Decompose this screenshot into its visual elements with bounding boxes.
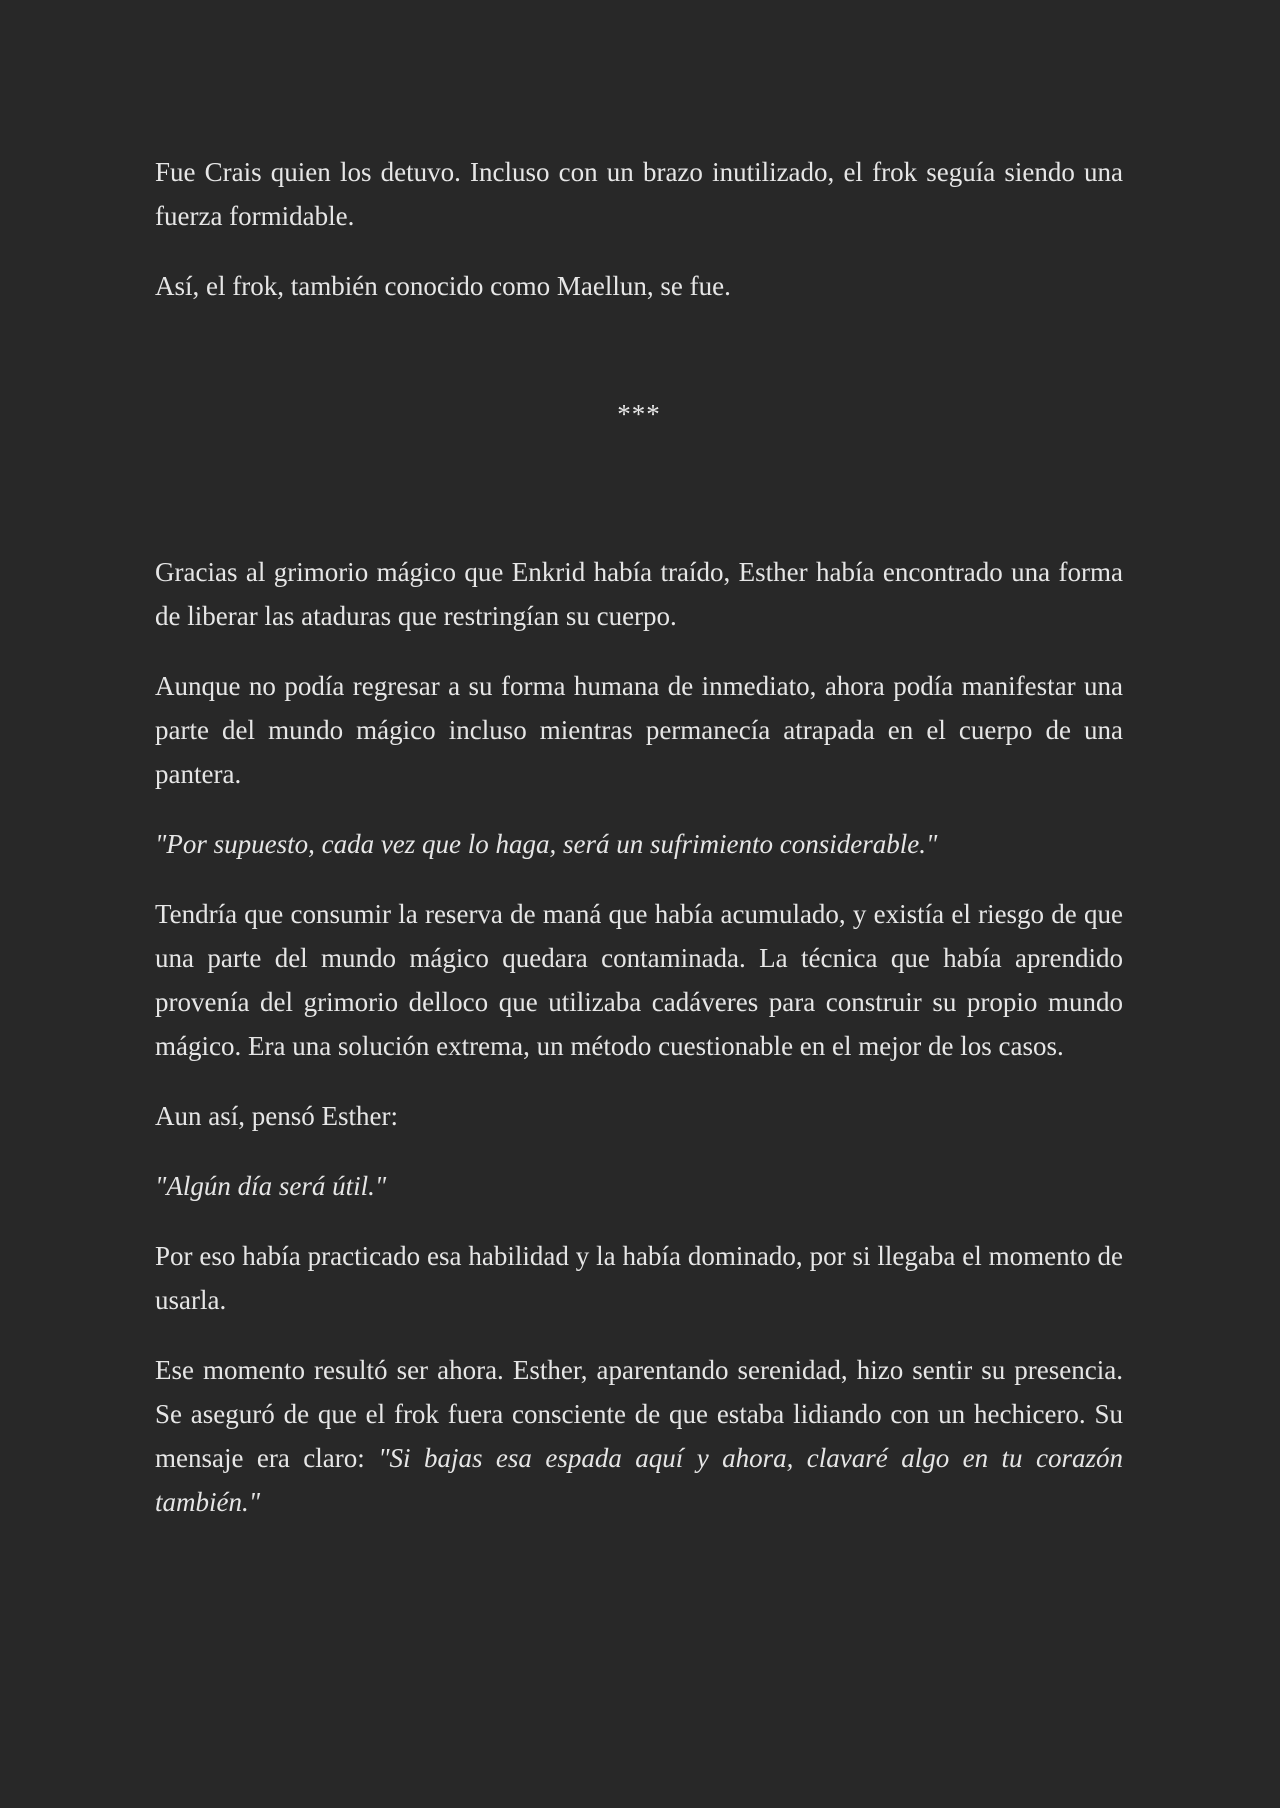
paragraph: Por eso había practicado esa habilidad y la había dominado, por si llegaba el momento de usarla.: [155, 1241, 1123, 1315]
paragraph: Tendría que consumir la reserva de maná que había acumulado, y existía el riesgo de que una parte del mundo mágico quedara contaminada. La técnica que había aprendido provenía del grimorio delloco que utilizaba cadáveres para construir su propio mundo mágico. Era una solución extrema, un método cuestionable en el mejor de los casos.: [155, 899, 1123, 1061]
scene-separator: ***: [617, 399, 661, 429]
paragraph: Aunque no podía regresar a su forma humana de inmediato, ahora podía manifestar una parte del mundo mágico incluso mientras permanecía atrapada en el cuerpo de una pantera.: [155, 671, 1123, 789]
italic-thought: "Algún día será útil.": [155, 1171, 387, 1201]
italic-thought: "Por supuesto, cada vez que lo haga, será un sufrimiento considerable.": [155, 829, 938, 859]
paragraph: [155, 1348, 1123, 1524]
paragraph-text: Ese momento resultó ser ahora. Esther, aparentando serenidad, hizo sentir su presencia. Se aseguró de que el frok fuera consciente de que estaba lidiando con un hechicero. Su mensaje era claro:: [155, 1355, 1123, 1473]
paragraph: Fue Crais quien los detuvo. Incluso con un brazo inutilizado, el frok seguía siendo una fuerza formidable.: [155, 157, 1123, 231]
italic-message: "Si bajas esa espada aquí y ahora, clavaré algo en tu corazón también.": [155, 1443, 1123, 1517]
paragraph: Gracias al grimorio mágico que Enkrid había traído, Esther había encontrado una forma de liberar las ataduras que restringían su cuerpo.: [155, 557, 1123, 631]
paragraph: Así, el frok, también conocido como Maellun, se fue.: [155, 271, 731, 301]
document-page: [155, 150, 1123, 1550]
paragraph: Aun así, pensó Esther:: [155, 1101, 398, 1131]
